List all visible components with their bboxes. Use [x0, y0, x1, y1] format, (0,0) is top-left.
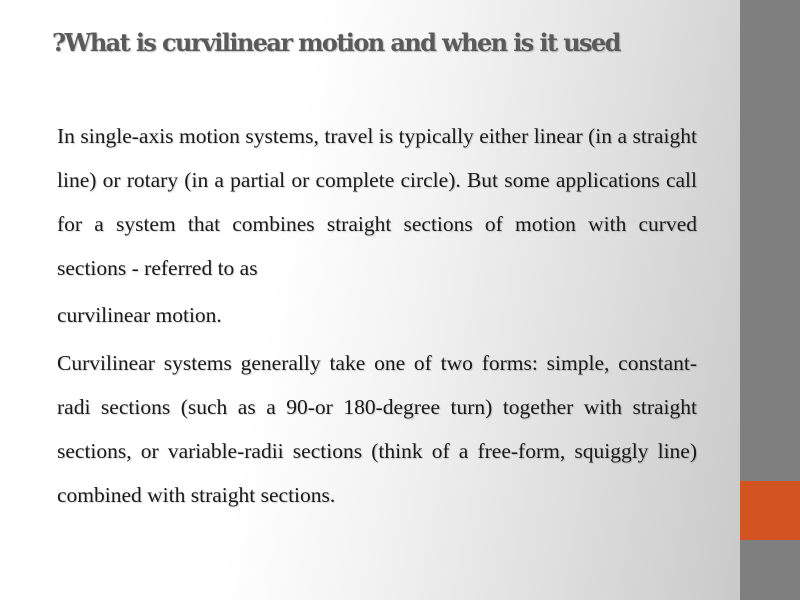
slide-title: ?What is curvilinear motion and when is it used: [52, 28, 620, 57]
body-paragraph: In single-axis motion systems, travel is typically either linear (in a straight line) or rotary (in a partial or complete circle). But some applications call for a system that combines straight sections of motion with curved sections - referred to as: [57, 124, 697, 280]
slide-body: [57, 114, 697, 517]
body-paragraph: curvilinear motion.: [57, 303, 222, 327]
side-accent-block: [740, 481, 800, 540]
body-paragraph: Curvilinear systems generally take one of two forms: simple, constant-radi sections (such as a 90-or 180-degree turn) together with straight sections, or variable-radii sections (think of a free-form, squiggly line) combined with straight sections.: [57, 351, 697, 507]
